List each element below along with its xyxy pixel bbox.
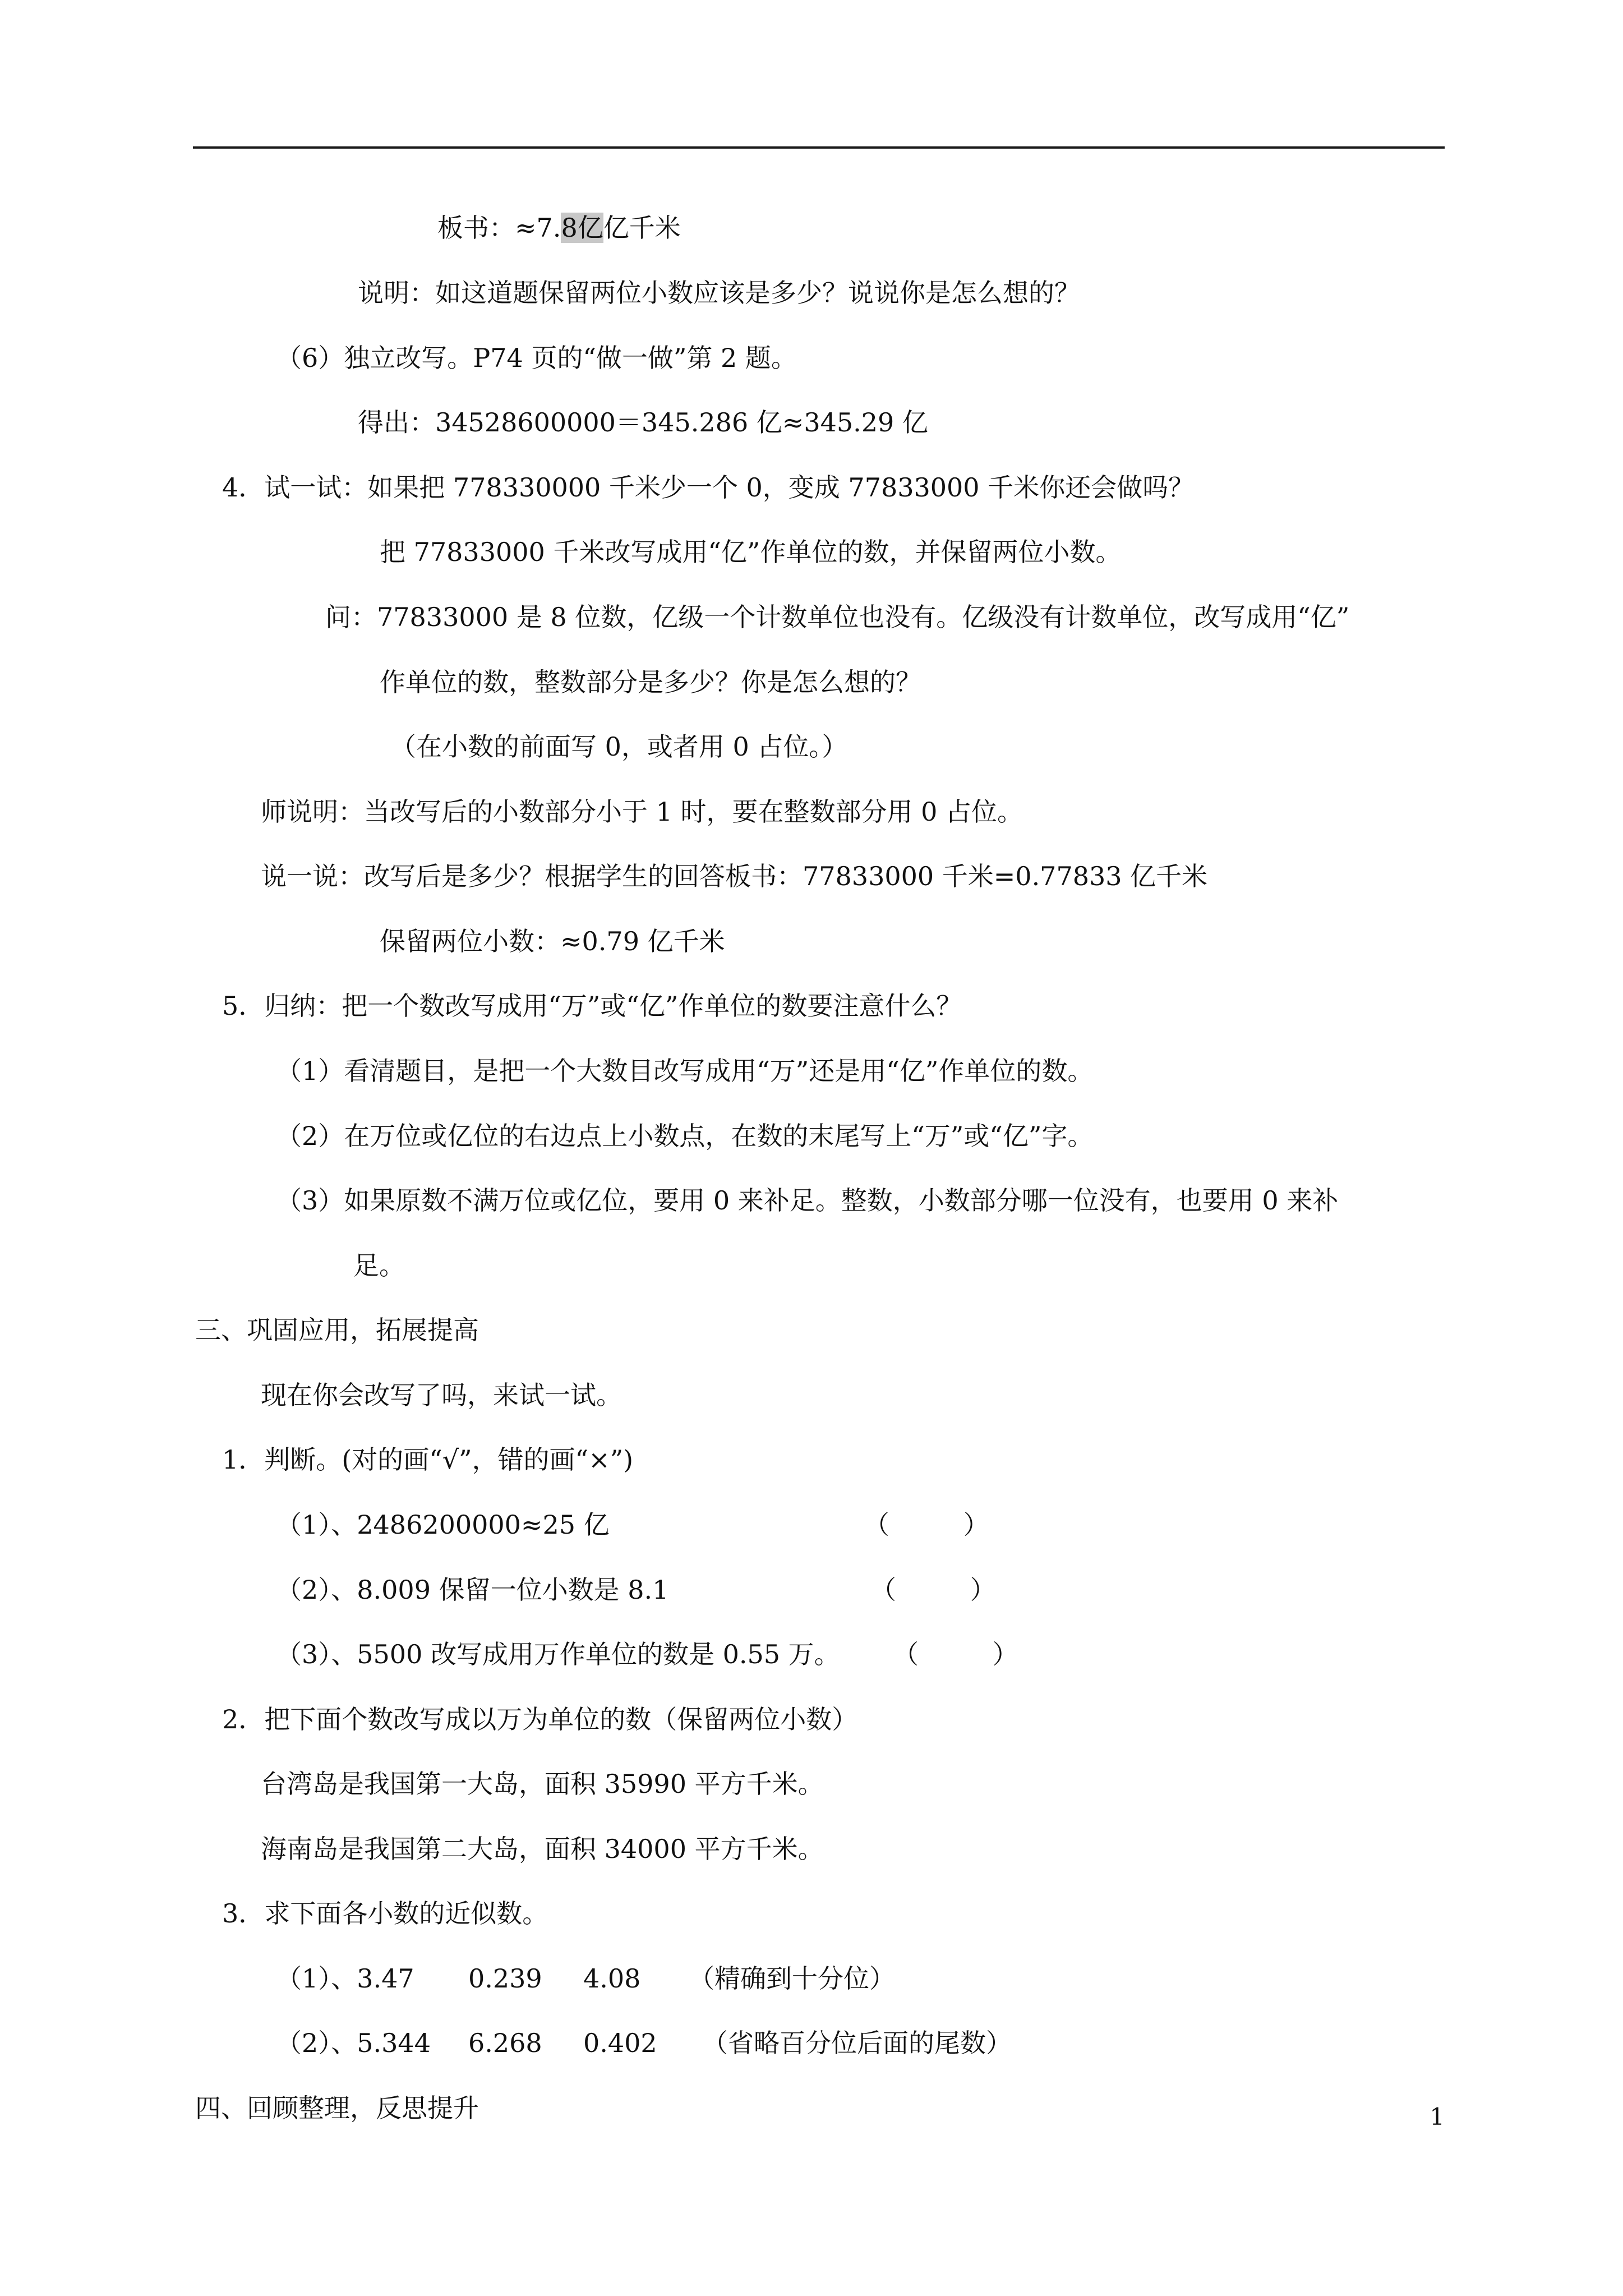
approx-row-2-value-2: 6.268 xyxy=(468,2028,542,2058)
answer-blank-3[interactable]: （ ） xyxy=(893,1639,1018,1669)
question-line-1: 问：77833000 是 8 位数，亿级一个计数单位也没有。亿级没有计数单位，改写成用“亿” xyxy=(325,602,1350,632)
page-number: 1 xyxy=(1430,2103,1445,2131)
exercise-1-heading: 1．判断。(对的画“√”，错的画“×”) xyxy=(222,1444,634,1475)
rounding-line: 保留两位小数：≈0.79 亿千米 xyxy=(380,926,725,956)
summary-point-3-continued: 足。 xyxy=(353,1250,405,1281)
judgement-item-2: （2）、8.009 保留一位小数是 8.1 xyxy=(276,1575,669,1605)
teacher-explanation: 师说明：当改写后的小数部分小于 1 时，要在整数部分用 0 占位。 xyxy=(261,797,1023,827)
approx-row-2-label: （2）、5.344 xyxy=(276,2028,431,2058)
answer-hint: （在小数的前面写 0，或者用 0 占位。） xyxy=(390,731,848,762)
part-4-heading: 四、回顾整理，反思提升 xyxy=(195,2093,479,2123)
approx-row-2-value-3: 0.402 xyxy=(583,2028,657,2058)
judgement-item-3: （3）、5500 改写成用万作单位的数是 0.55 万。 xyxy=(276,1639,840,1669)
approx-row-1-value-3: 4.08 xyxy=(583,1963,641,1994)
question-line-2: 作单位的数，整数部分是多少？你是怎么想的？ xyxy=(380,667,921,697)
summary-point-3: （3）如果原数不满万位或亿位，要用 0 来补足。整数，小数部分哪一位没有，也要用 0 来补 xyxy=(276,1185,1339,1216)
explanation-line: 说明：如这道题保留两位小数应该是多少？说说你是怎么想的？ xyxy=(358,278,1080,308)
section-5-heading: 5．归纳：把一个数改写成用“万”或“亿”作单位的数要注意什么？ xyxy=(222,991,962,1021)
practice-intro: 现在你会改写了吗，来试一试。 xyxy=(261,1380,622,1410)
approx-row-1-value-2: 0.239 xyxy=(468,1963,542,1994)
part-3-heading: 三、巩固应用，拓展提高 xyxy=(195,1315,479,1345)
exercise-2-heading: 2．把下面个数改写成以万为单位的数（保留两位小数） xyxy=(222,1704,858,1734)
approx-row-2-instruction: （省略百分位后面的尾数） xyxy=(702,2028,1012,2058)
summary-point-1: （1）看清题目，是把一个大数目改写成用“万”还是用“亿”作单位的数。 xyxy=(276,1056,1094,1086)
taiwan-island-line: 台湾岛是我国第一大岛，面积 35990 平方千米。 xyxy=(261,1769,824,1799)
result-line: 得出：34528600000＝345.286 亿≈345.29 亿 xyxy=(358,407,928,438)
step-6-line: （6）独立改写。P74 页的“做一做”第 2 题。 xyxy=(276,343,797,373)
section-4-task: 把 77833000 千米改写成用“亿”作单位的数，并保留两位小数。 xyxy=(380,537,1122,567)
say-it-line: 说一说：改写后是多少？根据学生的回答板书：77833000 千米=0.77833 亿千米 xyxy=(261,861,1208,891)
summary-point-2: （2）在万位或亿位的右边点上小数点，在数的末尾写上“万”或“亿”字。 xyxy=(276,1121,1094,1151)
hainan-island-line: 海南岛是我国第二大岛，面积 34000 平方千米。 xyxy=(261,1834,824,1864)
section-4-heading: 4．试一试：如果把 778330000 千米少一个 0，变成 77833000 千米你还会做吗？ xyxy=(222,472,1195,503)
highlighted-digit: 8 xyxy=(561,213,578,243)
answer-blank-2[interactable]: （ ） xyxy=(870,1575,996,1605)
approx-row-1-instruction: （精确到十分位） xyxy=(689,1963,895,1994)
board-note-prefix: 板书：≈7. xyxy=(437,213,561,243)
board-note-suffix: 亿千米 xyxy=(603,213,681,243)
answer-blank-1[interactable]: （ ） xyxy=(864,1510,989,1540)
board-note xyxy=(437,211,681,245)
header-rule xyxy=(193,146,1445,149)
judgement-item-1: （1）、2486200000≈25 亿 xyxy=(276,1510,610,1540)
highlighted-yi: 亿 xyxy=(577,213,603,243)
approx-row-1-label: （1）、3.47 xyxy=(276,1963,414,1994)
exercise-3-heading: 3．求下面各小数的近似数。 xyxy=(222,1898,548,1929)
